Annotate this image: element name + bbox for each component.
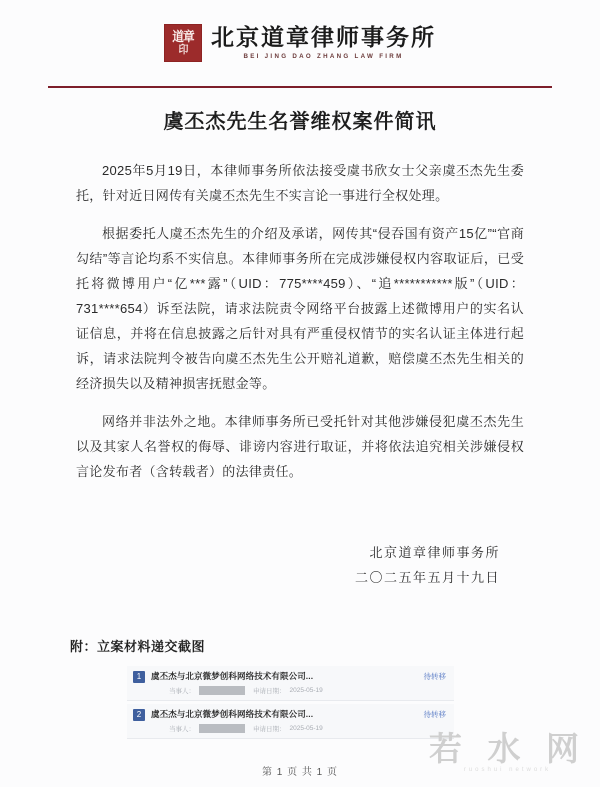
firm-name-block — [211, 23, 436, 61]
row-content — [151, 670, 447, 695]
case-date: 2025-05-19 — [289, 687, 323, 694]
attachment-label: 附：立案材料递交截图 — [70, 639, 206, 654]
row-index-badge: 1 — [133, 671, 145, 683]
date-label: 申请日期： — [253, 688, 286, 695]
signature-date: 二〇二五年五月十九日 — [354, 570, 500, 585]
row-content — [151, 708, 447, 733]
signature-block — [76, 540, 524, 590]
row-index-badge: 2 — [133, 709, 145, 721]
firm-name-cn: 北京道章律师事务所 — [211, 23, 436, 51]
case-status-link[interactable]: 待转移 — [423, 710, 446, 719]
list-item[interactable] — [127, 704, 454, 739]
seal-bottom-text: 印 — [178, 43, 188, 56]
case-title: 虞丕杰与北京微梦创科网络技术有限公司... — [151, 671, 314, 681]
firm-name-en: BEI JING DAO ZHANG LAW FIRM — [243, 53, 404, 61]
paragraph-3: 网络并非法外之地。本律师事务所已受托针对其他涉嫌侵犯虞丕杰先生以及其家人名誉权的侮辱、诽谤内容进行取证，并将依法追究相关涉嫌侵权言论发布者（含转载者）的法律责任。 — [76, 414, 524, 479]
paragraph-1: 2025年5月19日，本律师事务所依法接受虞书欣女士父亲虞丕杰先生委托，针对近日网传有关虞丕杰先生不实言论一事进行全权处理。 — [76, 163, 524, 203]
page-title: 虞丕杰先生名誉维权案件简讯 — [163, 109, 437, 133]
letterhead-divider — [48, 86, 552, 88]
page-indicator: 第 1 页 共 1 页 — [261, 767, 338, 778]
case-title: 虞丕杰与北京微梦创科网络技术有限公司... — [151, 709, 314, 719]
watermark-text-cn: 若 水 网 — [429, 729, 586, 768]
firm-seal-icon — [164, 24, 202, 62]
attachment-screenshot — [127, 666, 454, 739]
case-date: 2025-05-19 — [289, 725, 323, 732]
redacted-party-name — [199, 724, 245, 733]
party-label: 当事人： — [169, 726, 195, 733]
redacted-party-name — [199, 686, 245, 695]
signature-firm: 北京道章律师事务所 — [369, 545, 500, 560]
paragraph-2: 根据委托人虞丕杰先生的介绍及承诺，网传其“侵吞国有资产15亿”“官商勾结”等言论均系不实信息。本律师事务所在完成涉嫌侵权内容取证后，已受托将微博用户“亿***露”（UID：775****459）、“追***********版”（UID：731****654）诉至法院，请求法院责令网络平台披露上述微博用户的实名认证信息，并将在信息披露之后针对具有严重侵权情节的实名认证主体进行起诉，请求法院判令被告向虞丕杰先生公开赔礼道歉，赔偿虞丕杰先生相关的经济损失以及精神损害抚慰金等。 — [76, 226, 524, 391]
party-label: 当事人： — [169, 688, 195, 695]
watermark-text-en: ruoshui network — [463, 767, 552, 773]
date-label: 申请日期： — [253, 726, 286, 733]
case-status-link[interactable]: 待转移 — [423, 672, 446, 681]
case-meta — [151, 686, 447, 695]
letterhead — [0, 14, 600, 72]
seal-top-text: 道章 — [172, 30, 194, 45]
list-item[interactable] — [127, 666, 454, 701]
case-meta — [151, 724, 447, 733]
document-body — [76, 158, 524, 497]
